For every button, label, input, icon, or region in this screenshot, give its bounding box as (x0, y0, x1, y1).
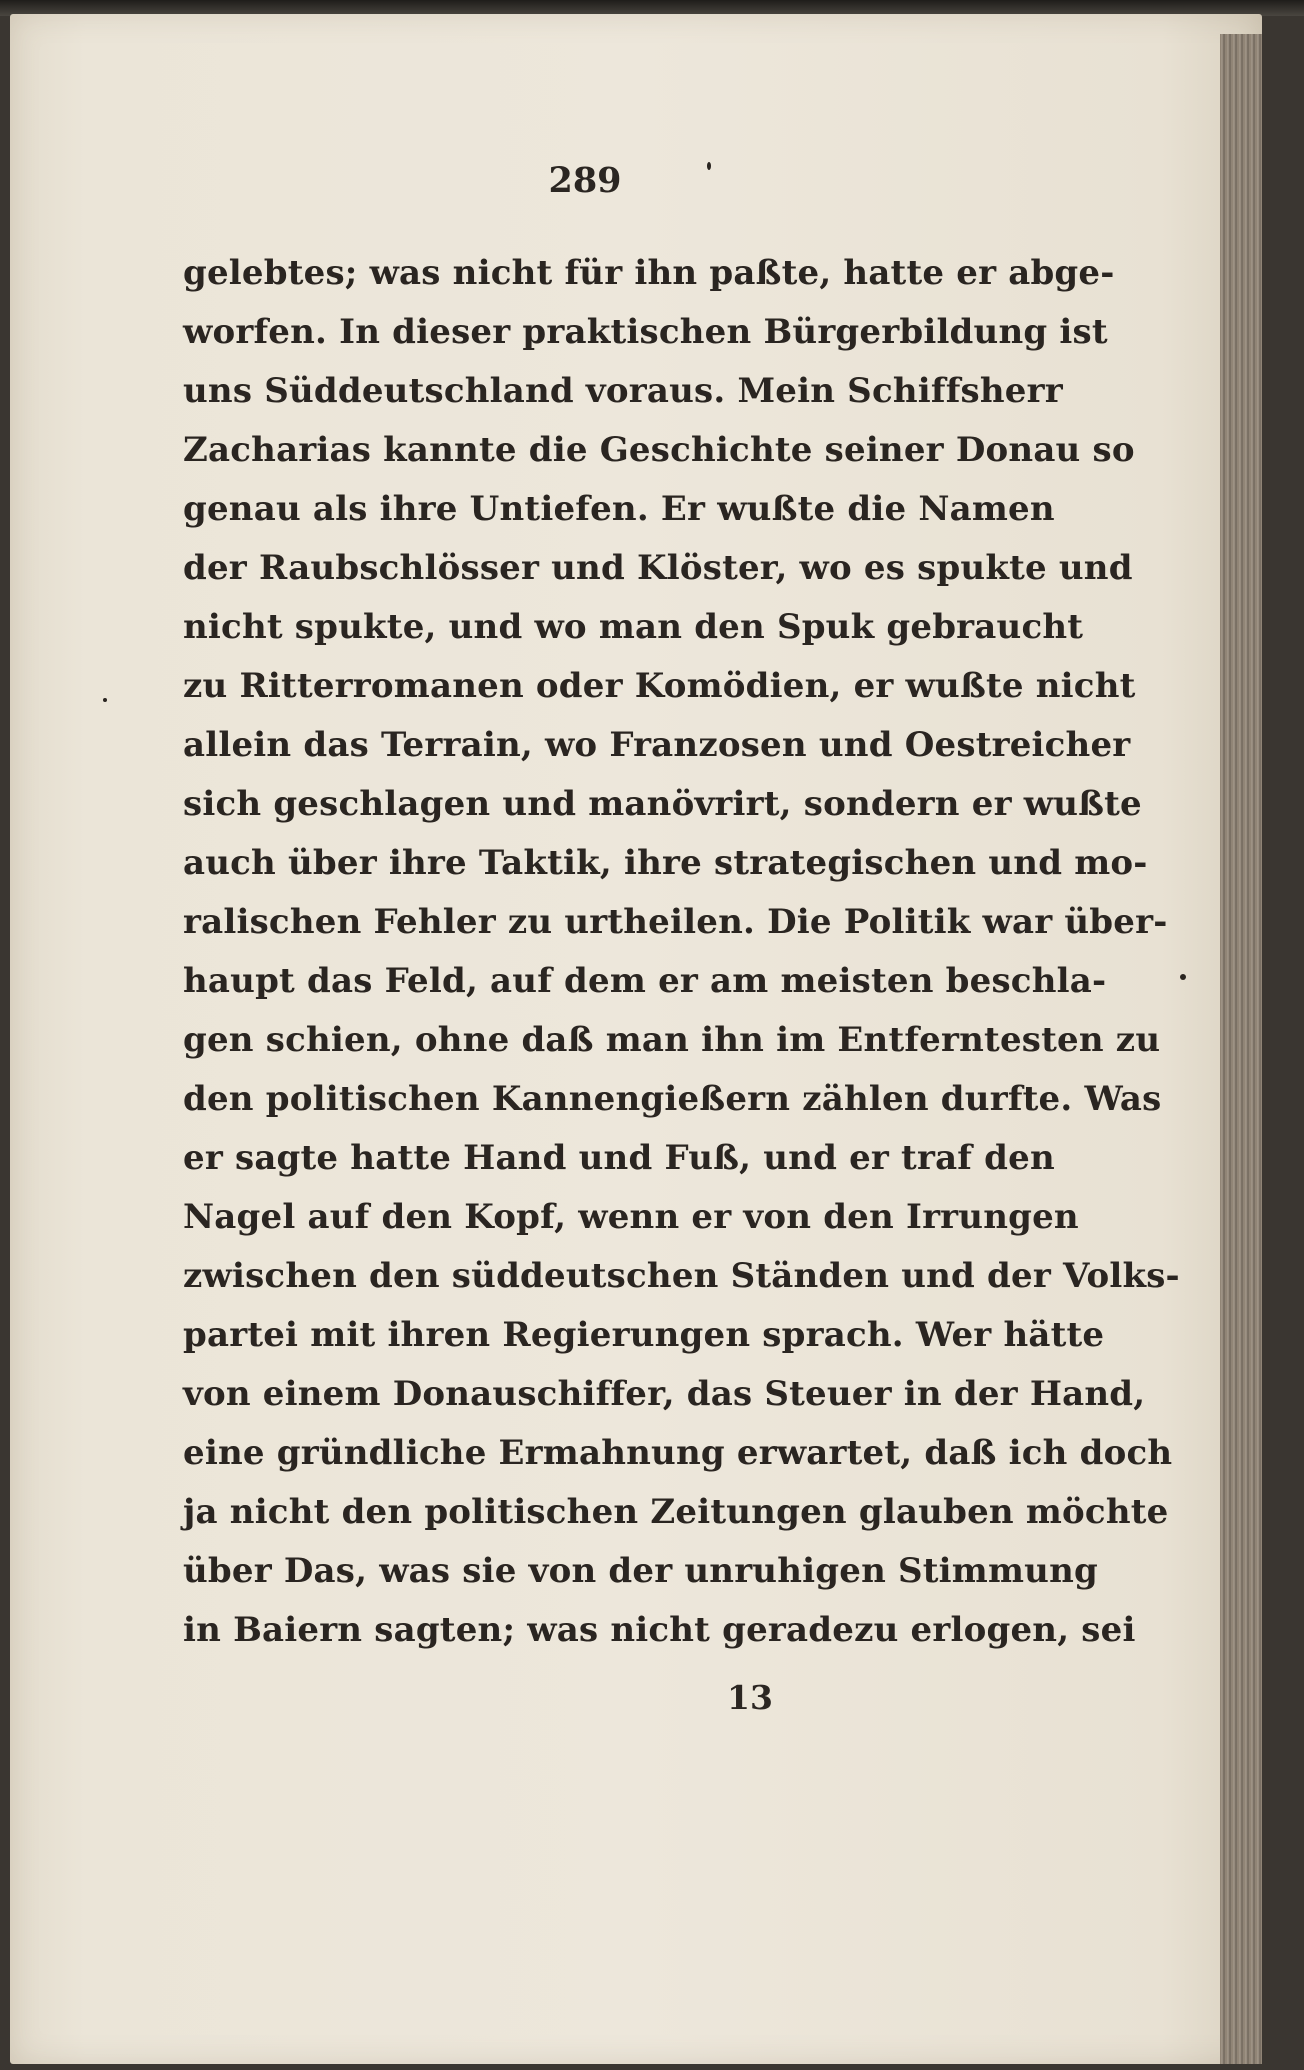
text-line: den politischen Kannengießern zählen durfte. Was (183, 1079, 1162, 1119)
page-number: 289 (548, 160, 622, 201)
text-line: in Baiern sagten; was nicht geradezu erlogen, sei (183, 1610, 1136, 1650)
text-line: der Raubschlösser und Klöster, wo es spukte und (183, 548, 1133, 588)
text-line: auch über ihre Taktik, ihre strategischen und mo- (183, 843, 1148, 883)
text-line: uns Süddeutschland voraus. Mein Schiffsherr (183, 371, 1063, 411)
text-line: gelebtes; was nicht für ihn paßte, hatte er abge- (183, 253, 1115, 293)
text-line: haupt das Feld, auf dem er am meisten beschla- (183, 961, 1107, 1001)
text-line: genau als ihre Untiefen. Er wußte die Namen (183, 489, 1055, 529)
text-line: ja nicht den politischen Zeitungen glauben möchte (183, 1492, 1169, 1532)
text-line: nicht spukte, und wo man den Spuk gebraucht (183, 607, 1084, 647)
text-line: von einem Donauschiffer, das Steuer in der Hand, (183, 1374, 1146, 1414)
signature-mark: 13 (727, 1678, 773, 1717)
text-line: partei mit ihren Regierungen sprach. Wer hätte (183, 1315, 1105, 1355)
text-line: ralischen Fehler zu urtheilen. Die Politik war über- (183, 902, 1168, 942)
ink-speck (1180, 974, 1186, 980)
text-line: Nagel auf den Kopf, wenn er von den Irrungen (183, 1197, 1079, 1237)
text-line: eine gründliche Ermahnung erwartet, daß ich doch (183, 1433, 1173, 1473)
text-line: zwischen den süddeutschen Ständen und der Volks- (183, 1256, 1180, 1296)
text-line: sich geschlagen und manövrirt, sondern er wußte (183, 784, 1142, 824)
body-text (183, 244, 1180, 1660)
ink-speck (103, 698, 107, 702)
text-line: allein das Terrain, wo Franzosen und Oestreicher (183, 725, 1131, 765)
text-line: worfen. In dieser praktischen Bürgerbildung ist (183, 312, 1108, 352)
text-line: zu Ritterromanen oder Komödien, er wußte nicht (183, 666, 1136, 706)
ink-speck (707, 162, 711, 170)
page-edge (1220, 34, 1262, 2064)
text-line: über Das, was sie von der unruhigen Stimmung (183, 1551, 1098, 1591)
text-line: er sagte hatte Hand und Fuß, und er traf den (183, 1138, 1055, 1178)
text-line: gen schien, ohne daß man ihn im Entferntesten zu (183, 1020, 1161, 1060)
text-line: Zacharias kannte die Geschichte seiner Donau so (183, 430, 1135, 470)
